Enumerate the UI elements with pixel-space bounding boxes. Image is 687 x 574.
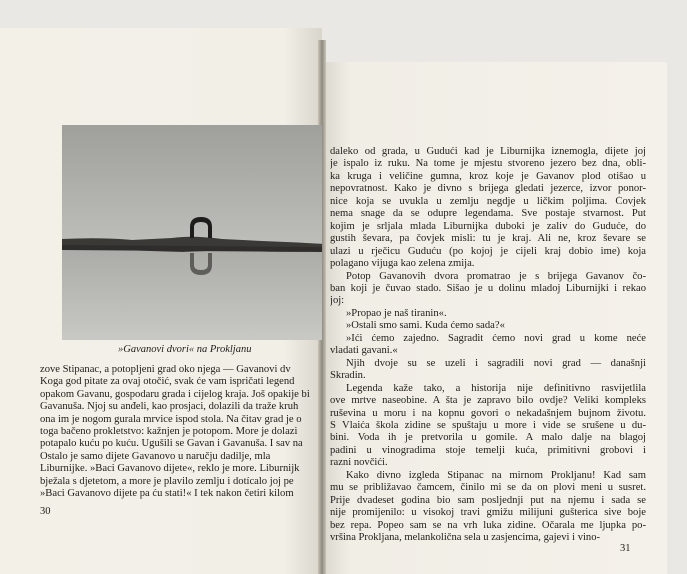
text-line: bježala s djetetom, a more je plavilo zemlju i dotícalo joj pe (40, 475, 294, 487)
text-line: Kako divno izgleda Stipanac na mirnom Prokljanu! Kad sam (346, 469, 646, 481)
text-line: polagano vijuga kao zelena zmija. (330, 258, 475, 270)
text-line: »Propao je naš tiranin«. (346, 307, 447, 319)
text-line: Njih dvoje su se uzeli i sagradili novi grad — današnji (346, 357, 646, 369)
text-line: »Ići ćemo zajedno. Sagradit ćemo novi grad u kome neće (346, 332, 646, 344)
page-number-right: 31 (620, 543, 631, 554)
text-line: vršina Prokljana, melankolična sela u zasjencima, gajevi i vino- (330, 532, 601, 544)
text-line: Liburnijke. »Baci Gavanovo dijete«, reklo je more. Liburnijk (40, 463, 300, 475)
text-line: Ostalo je samo dijete Gavanovo u naručju dadilje, mla (40, 450, 271, 462)
text-line: daleko od grada, u Gudući kad je Liburnijka iznemogla, dijete joj (330, 146, 646, 157)
page-number-left: 30 (40, 506, 51, 517)
photo-caption: »Gavanovi dvori« na Prokljanu (118, 344, 252, 355)
text-line: nema snage da se odupre legendama. Sve postaje stvarnost. Put (330, 208, 646, 220)
text-line: »Baci Gavanovo dijete pa ću stati!« I tek nakon četiri kilom (40, 488, 294, 500)
text-line: Skradin. (330, 370, 366, 382)
text-line: ulazi u rječicu Guduću (po kojoj je cijeli kraj dobio ime) koja (330, 245, 646, 257)
text-line: vladati gavani.« (330, 345, 398, 357)
text-line: ona im je nogom gurala mrvice ispod stola. Na čitav grad je o (40, 413, 302, 425)
text-line: Koga god pitate za ovaj otočić, svak će vam ispričati legend (40, 376, 295, 388)
text-line: razni novčići. (330, 457, 388, 469)
text-line: nije promijenilo: u visokoj travi gmižu milijuni gušterica sive boje (330, 507, 646, 519)
landscape-photo (62, 125, 322, 340)
text-line: bez repa. Popeo sam se na vrh luka zidine. Očarala me ljupka po- (330, 519, 646, 531)
text-line: ruševina u moru i na kopnu govori o nekadašnjem bujnom životu. (330, 407, 646, 419)
text-line: nice koja se uvukla u zemlju negdje u ličkim poljima. Čovjek (330, 195, 646, 207)
text-line: mu se približavao čamcem, činilo mi se da on plovi meni u susret. (330, 482, 646, 494)
text-line: joj: (330, 295, 345, 307)
text-line: je ispalo iz ruku. Na tome je mjestu stvoreno jezero bez dna, obli- (330, 158, 646, 170)
text-line: ka kruga i veličine gumna, kroz koje je Gavanov plod otišao u (330, 170, 646, 182)
right-body-text (330, 146, 646, 545)
text-line: Legenda kaže tako, a historija nije definitivno rasvijetlila (346, 382, 646, 394)
text-line: potapalo kuću po kuću. Ugušili se Gavan i Gavanuša. I sav na (40, 438, 303, 450)
text-line: Potop Gavanovih dvora promatrao je s brijega Gavanov čo- (346, 270, 646, 282)
left-body-text (40, 364, 322, 500)
text-line: nepovratnost. Kako je divno s brijega gledati jezerce, izvor ponor- (330, 183, 646, 195)
text-line: opakom Gavanu, gospodaru grada i cijelog kraja. Još opakije bi (40, 388, 310, 400)
text-line: Gavanuša. Njoj su anđeli, kao prosjaci, dolazili da traže kruh (40, 401, 299, 413)
text-line: bini. Voda ih je pretvorila u gomile. A malo dalje na blagoj (330, 432, 646, 444)
text-line: zove Stipanac, a potopljeni grad oko njega — Gavanovi dv (40, 364, 291, 375)
text-line: toga bačeno prokletstvo: kažnjen je potopom. More je dolazi (40, 426, 298, 438)
text-line: »Ostali smo sami. Kuda ćemo sada?« (346, 320, 505, 332)
text-line: Prije dvadeset godina bio sam posljednji put na njemu i sada se (330, 494, 646, 506)
text-line: S Vlaića škola zidine se spuštaju u more i vide se srušene u du- (330, 419, 646, 431)
text-line: ove mrtve naseobine. A šta je zapravo bilo ovdje? Veliki kompleks (330, 395, 646, 407)
text-line: gustih ševara, pa čovjek misli: tu je kraj. Ali ne, kroz ševare se (330, 233, 646, 245)
text-line: padini u vinogradima stoje temelji kuća, primitivni grobovi i (330, 444, 646, 456)
text-line: kojim je srljala mlada Liburnijka duboki je zaliv do Guduće, do (330, 220, 646, 232)
text-line: ban koji je čuvao stado. Sišao je u dolinu mladoj Liburnijki i rekao (330, 282, 646, 294)
